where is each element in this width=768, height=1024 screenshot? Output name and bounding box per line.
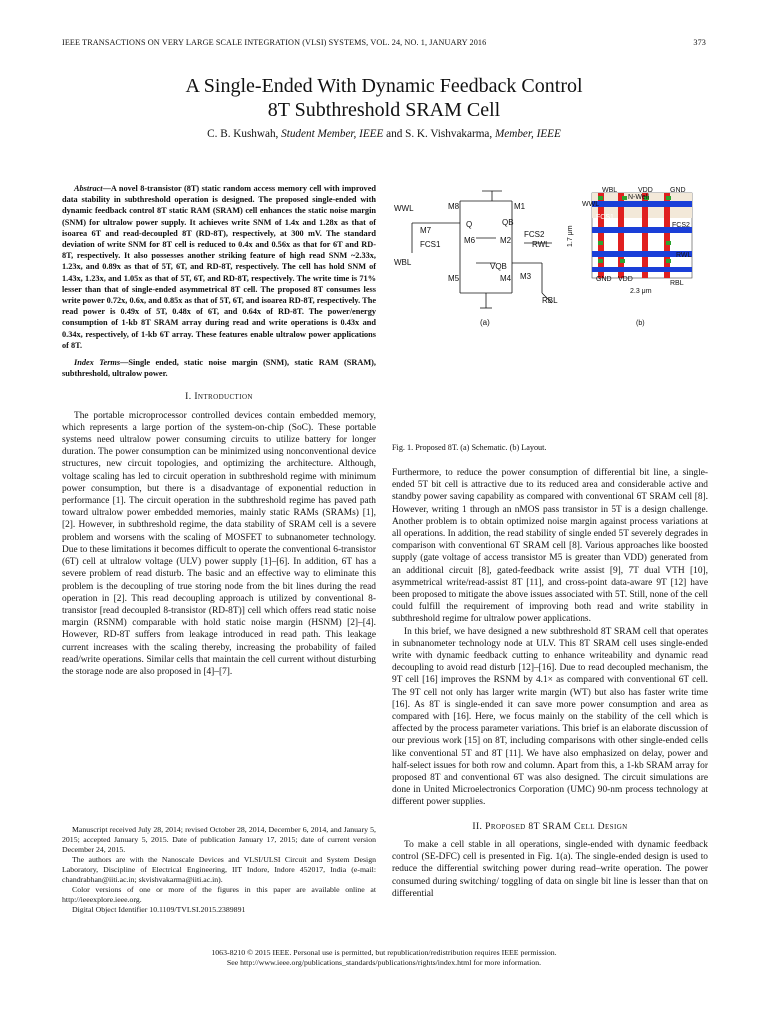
svg-text:2.3 μm: 2.3 μm xyxy=(630,288,652,295)
index-terms-text: —Single ended, static noise margin (SNM), static RAM (SRAM), subthreshold, ultralow power. xyxy=(62,358,377,379)
abstract xyxy=(62,183,376,351)
index-terms xyxy=(62,357,376,379)
svg-text:VDD: VDD xyxy=(638,187,653,194)
svg-text:M4: M4 xyxy=(500,274,512,283)
copyright-line-1: 1063-8210 © 2015 IEEE. Personal use is permitted, but republication/redistribution requires IEEE permission. xyxy=(211,948,557,957)
svg-text:WWL: WWL xyxy=(582,201,600,208)
svg-text:(b): (b) xyxy=(636,320,645,327)
svg-text:RWL: RWL xyxy=(532,240,550,249)
right-column xyxy=(392,467,708,900)
right-paragraph-1: Furthermore, to reduce the power consumption of differential bit line, a single-ended 5T bit cell is attractive due to its reduced area and considerable active and standby power saving capability as compared with conventional 6T SRAM cell [8]. However, writing 1 through an nMOS pass transistor in 5T is a design challenge. Another problem is to obtain optimized noise margin against process variations at all operations. In addition, the read stability of single ended 5T severely degrades in comparison with conventional 6T SRAM cell [8]. Various approaches like boosted supply (gate voltage of access transistor M5 is greater than VDD) generated from an additional circuit [8], gated-feedback write assist [9], 7T dual VTH [10], asymmetrical write/read-assist 8T [11], and cross-point data-aware 9T [12] have been proposed to mitigate the above issues associated with 5T. Still, none of the cell could fulfill the requirement of improving both read and write stability in subthreshold regime for ultralow power applications. xyxy=(392,468,708,625)
svg-text:GND: GND xyxy=(670,187,686,194)
svg-text:FCS2: FCS2 xyxy=(672,222,690,229)
abstract-text: —A novel 8-transistor (8T) static random access memory cell with improved data stability in subthreshold operation is designed. The proposed single-ended with dynamic feedback control 8T static RAM (SRAM) cell enhances the static noise margin (SNM) for ultralow power supply. It achieves write SNM of 1.4x and 1.28x as that of isoarea 6T and read-decoupled 8T (RD-8T), respectively, at 300 mV. The standard deviation of write SNM for 8T cell is reduced to 0.4x and 0.56x as that for 6T and RD-8T, respectively. It also possesses another striking feature of high read SNM ~2.33x, 1.23x, and 0.89x as that of 5T, 6T, and RD-8T, respectively. The cell has hold SNM of 1.43x, 1.23x, and 1.05x as that of 5T, 6T, and RD-8T, respectively. The write time is 71% lesser than that of single-ended asymmetrical 8T cell. The proposed 8T consumes less write power 0.72x, 0.6x, and 0.85x as that of 5T, 6T, and isoarea RD-8T, respectively. The read power is 0.49x of 5T, 0.48x of 6T, and 0.64x of RD-8T. The power/energy consumption of 1-kb 8T SRAM array during read and write operations is 0.43x and 0.34x, respectively, of 1-kb 6T array. These features enable ultralow power applications of 8T. xyxy=(62,184,376,350)
author-1-role: Student Member, IEEE xyxy=(281,128,384,140)
author-1: C. B. Kushwah, xyxy=(207,128,282,140)
svg-text:FCS1: FCS1 xyxy=(596,214,614,221)
svg-text:WBL: WBL xyxy=(394,258,412,267)
svg-text:WWL: WWL xyxy=(394,204,414,213)
svg-text:QB: QB xyxy=(502,218,514,227)
svg-text:(a): (a) xyxy=(480,318,490,327)
footnotes xyxy=(62,825,376,915)
page-number: 373 xyxy=(693,38,706,47)
svg-text:M5: M5 xyxy=(448,274,460,283)
svg-text:1.7 μm: 1.7 μm xyxy=(567,225,574,247)
svg-text:FCS1: FCS1 xyxy=(420,240,441,249)
author-2: and S. K. Vishvakarma, xyxy=(383,128,495,140)
svg-text:VQB: VQB xyxy=(490,262,507,271)
svg-text:FCS2: FCS2 xyxy=(524,230,545,239)
figure-1 xyxy=(392,183,708,453)
title-line-1: A Single-Ended With Dynamic Feedback Control xyxy=(185,75,583,97)
svg-text:GND: GND xyxy=(596,276,612,283)
authors xyxy=(0,128,768,140)
svg-text:M6: M6 xyxy=(464,236,476,245)
svg-text:RWL: RWL xyxy=(676,252,692,259)
svg-text:WBL: WBL xyxy=(602,187,618,194)
journal-name: IEEE TRANSACTIONS ON VERY LARGE SCALE INTEGRATION (VLSI) SYSTEMS, VOL. 24, NO. 1, JANUARY 2016 xyxy=(62,38,487,47)
svg-text:M3: M3 xyxy=(520,272,532,281)
copyright-notice xyxy=(0,948,768,968)
svg-text:RBL: RBL xyxy=(670,280,684,287)
svg-text:M1: M1 xyxy=(514,202,526,211)
paper-title xyxy=(0,74,768,122)
svg-text:M8: M8 xyxy=(448,202,460,211)
footnote-affiliation: The authors are with the Nanoscale Devices and VLSI/ULSI Circuit and System Design Laboratory, Discipline of Electrical Engineering, IIT Indore, Indore 452017, India (e-mail: chandrabhan@iiti.ac.in; skvishvakarma@iiti.ac.in). xyxy=(62,855,376,884)
footnote-color: Color versions of one or more of the figures in this paper are available online at http://ieeexplore.ieee.org. xyxy=(62,885,376,904)
svg-text:VDD: VDD xyxy=(618,276,633,283)
title-block xyxy=(0,74,768,140)
right-paragraph-2: In this brief, we have designed a new subthreshold 8T SRAM cell that operates in subnanometer technology node at ULV. This 8T SRAM cell uses single-ended write with dynamic feedback cutting to enhance writeability and dynamic read decoupling to avoid read disturb [12]–[16]. Due to read decoupled mechanism, the 9T cell [16] improves the RSNM by 4.1× as compared with conventional 6T cell. The 9T cell not only has larger write margin (WT) but also has faster write time [16]. As 8T is single-ended it can save more power consumption and area as compared with [16]. Here, we focus mainly on the stability of the cell which is affected by the process parameter variations. This brief is an elaborate discussion of our previous work [15] on 8T, including comparisons with other single-ended cells like conventional 5T and 8T [11]. We have also emphasized on delay, power and half-select issues for both row and column. Apart from this, a 1-kb SRAM array for proposed 8T and conventional 6T was also designed. The circuit simulations are done in United Microelectronics Corporation (UMC) 90-nm process technology at different power supplies. xyxy=(392,626,708,808)
schematic-and-layout-svg xyxy=(392,183,708,333)
intro-paragraph: The portable microprocessor controlled devices contain embedded memory, which represents a large portion of the system-on-chip (SoC). These portable systems need ultralow power consuming circuits to utilize battery for longer duration. The power consumption can be minimized using nonconventional device structures, new circuit topologies, and optimizing the architecture. Although, voltage scaling has led to circuit operation in subthreshold regime with minimum power consumption, but there is a disadvantage of exponential reduction in performance [1]. The circuit operation in the subthreshold regime has paved path toward ultralow power embedded memories, mainly static RAMs (SRAMs) [1], [2]. However, in subthreshold regime, the data stability of SRAM cell is a severe problem and worsens with the scaling of MOSFET to subnanometer technology. Due to these limitations it becomes difficult to operate the conventional 6-transistor (6T) cell at ultralow voltage (ULV) power supply [1]–[6]. In addition, 6T has a severe problem of read disturb. The basic and an effective way to eliminate this problem is the decoupling of true storing node from the bit lines during the read operation in [2]. This read decoupling approach is utilized by conventional 8-transistor [read decoupled 8-transistor (RD-8T)] cell which offers read static noise margin (RSNM) comparable with hold static noise margin (HSNM) [2]–[4]. However, RD-8T suffers from leakage introduced in read path. This leakage current increases with the scaling thereby, increasing the probability of failed read/write operations. Similar cells that maintain the cell current without disturbing the storage node are also proposed in [4]–[7]. xyxy=(62,410,376,677)
title-line-2: 8T Subthreshold SRAM Cell xyxy=(267,99,501,121)
index-terms-label: Index Terms xyxy=(74,358,121,368)
svg-text:Q: Q xyxy=(466,220,473,229)
author-2-role: Member, IEEE xyxy=(494,128,561,140)
right-paragraph-3: To make a cell stable in all operations, single-ended with dynamic feedback control (SE-DFC) cell is presented in Fig. 1(a). The single-ended design is used to reduce the differential switching power during read–write operation. The power consumed during switching/ toggling of data on single bit line is lesser than that on differential xyxy=(392,839,708,899)
svg-text:RBL: RBL xyxy=(542,296,558,305)
svg-text:M7: M7 xyxy=(420,226,432,235)
copyright-line-2: See http://www.ieee.org/publications_standards/publications/rights/index.html for more information. xyxy=(226,958,542,967)
figure-caption: Fig. 1. Proposed 8T. (a) Schematic. (b) Layout. xyxy=(392,443,547,452)
svg-text:N-Well: N-Well xyxy=(628,194,649,201)
left-column xyxy=(62,183,376,678)
abstract-label: Abstract xyxy=(74,184,103,193)
section-heading-introduction: I. Introduction xyxy=(185,391,253,403)
schematic-a xyxy=(394,191,558,327)
svg-text:M2: M2 xyxy=(500,236,512,245)
section-heading-proposed: II. Proposed 8T SRAM Cell Design xyxy=(472,820,628,832)
footnote-manuscript: Manuscript received July 28, 2014; revised October 28, 2014, December 6, 2014, and January 5, 2015; accepted January 5, 2015. Date of publication January 17, 2015; date of current version December 24, 2015. xyxy=(62,825,376,854)
footnote-doi: Digital Object Identifier 10.1109/TVLSI.2015.2389891 xyxy=(72,905,246,914)
running-head xyxy=(62,38,706,47)
layout-b xyxy=(567,187,692,327)
